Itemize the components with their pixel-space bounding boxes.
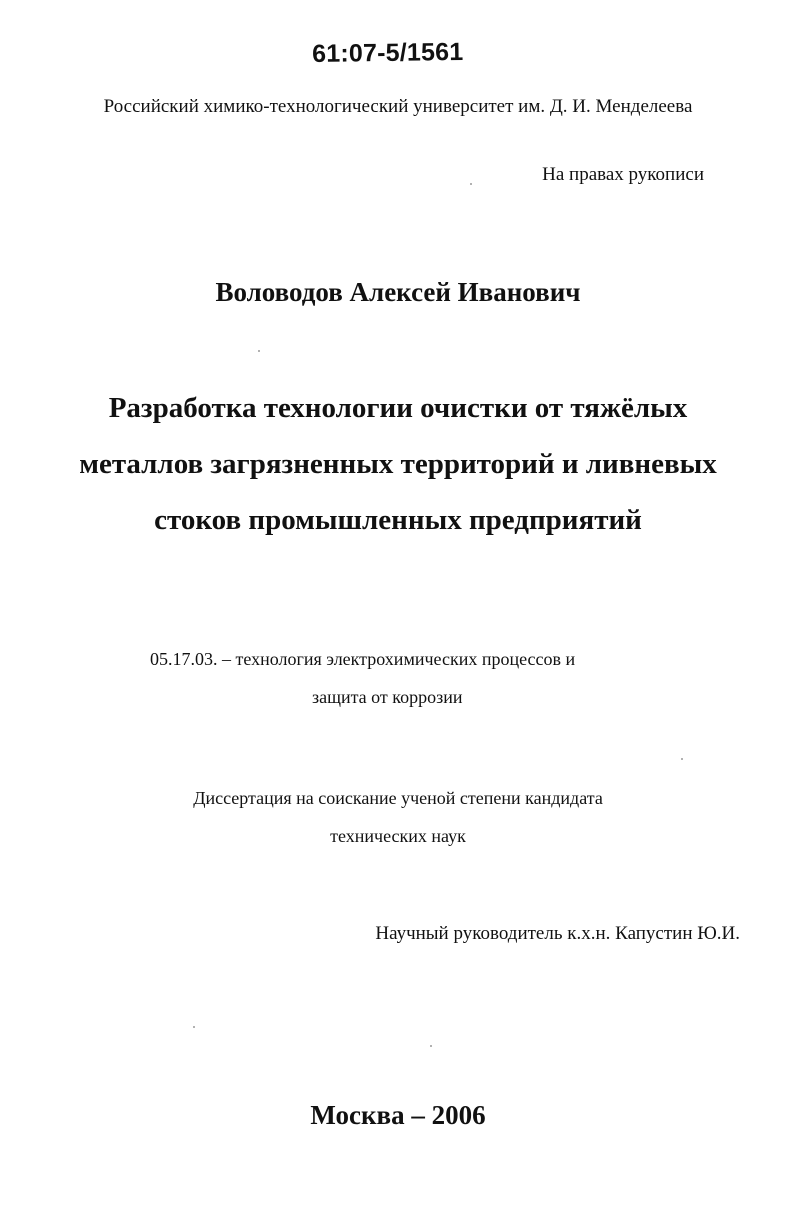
author-name: Воловодов Алексей Иванович [215,277,581,307]
speciality-code [150,640,575,716]
speciality-line: защита от коррозии [312,687,463,707]
catalog-number: 61:07-5/1561 [312,37,464,68]
scan-speck [258,350,260,352]
scan-speck [430,1045,432,1047]
dissertation-title [0,380,796,548]
rights-note: На правах рукописи [542,164,704,185]
scientific-supervisor: Научный руководитель к.х.н. Капустин Ю.И. [375,923,740,944]
degree-line: технических наук [330,826,466,846]
degree-line: Диссертация на соискание ученой степени кандидата [193,788,603,808]
city-year: Москва – 2006 [310,1100,486,1130]
title-line: металлов загрязненных территорий и ливневых [79,448,717,480]
scan-speck [681,758,683,760]
scan-speck [470,183,472,185]
title-line: стоков промышленных предприятий [154,504,642,536]
title-line: Разработка технологии очистки от тяжёлых [108,392,688,424]
degree-statement [0,779,796,855]
university-name: Российский химико-технологический университет им. Д. И. Менделеева [103,96,693,117]
scan-speck [193,1026,195,1028]
speciality-line: 05.17.03. – технология электрохимических процессов и [150,649,576,669]
